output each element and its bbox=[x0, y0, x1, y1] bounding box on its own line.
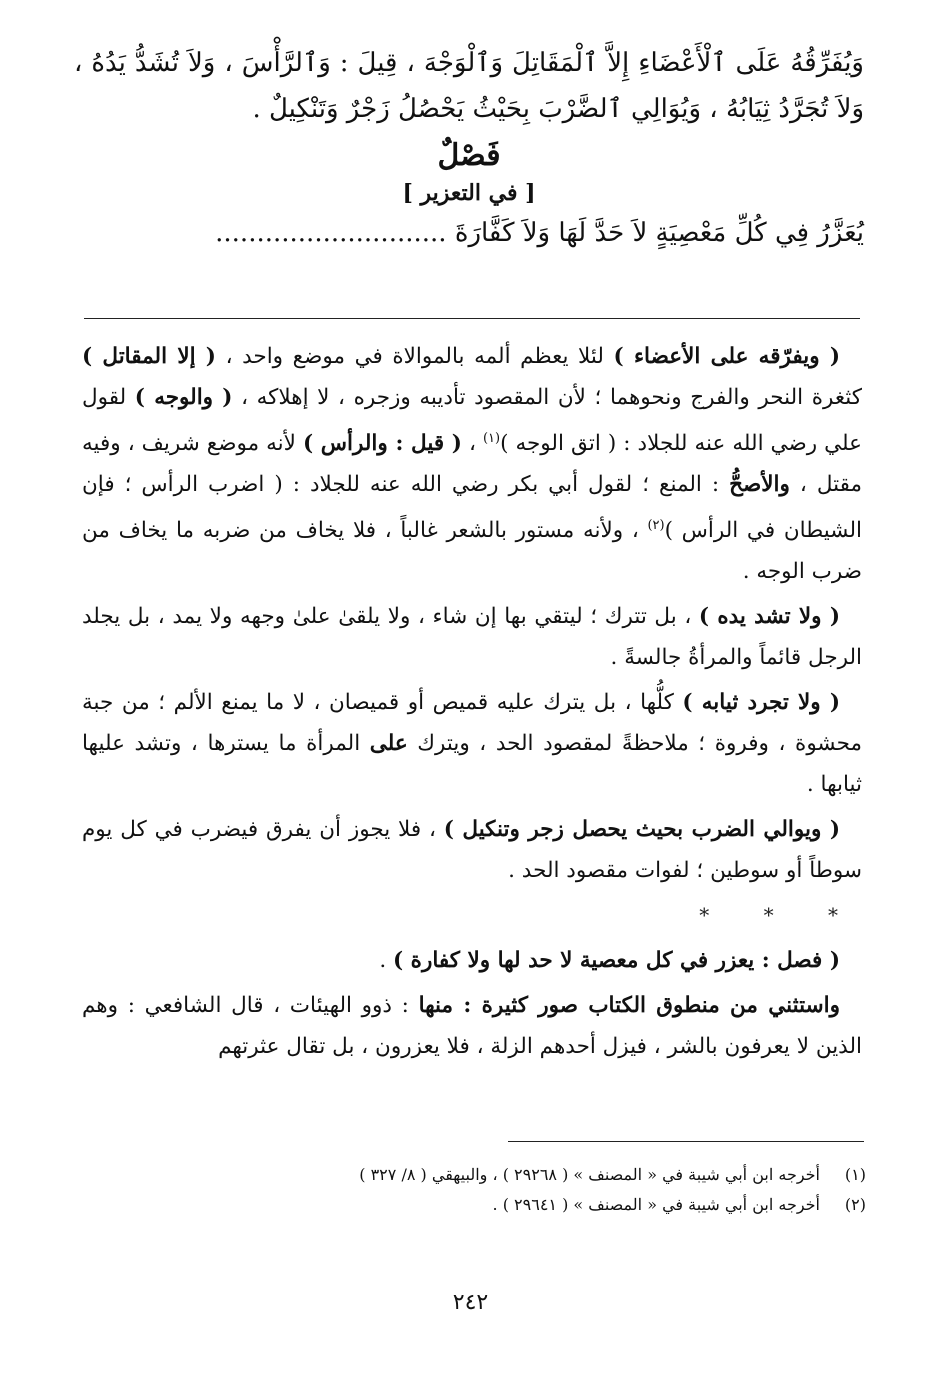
page-number: ٢٤٢ bbox=[452, 1290, 489, 1315]
sharh-commentary bbox=[82, 336, 862, 1071]
bold-quote: ( والوجه ) bbox=[134, 385, 233, 410]
section-title: [ في التعزير ] bbox=[402, 180, 536, 206]
matn-line-3: يُعَزَّرُ فِي كُلِّ مَعْصِيَةٍ لاَ حَدَّ لَهَا وَلاَ كَفَّارَةَ bbox=[454, 218, 864, 248]
sharh-paragraph-6 bbox=[82, 985, 862, 1067]
sharh-text: لأنه موضع شريف ، وفيه مقتل ، bbox=[82, 431, 862, 498]
matn-dots: ............................ bbox=[215, 218, 447, 248]
footnote-separator-rule bbox=[508, 1141, 864, 1142]
bold-word: على bbox=[369, 731, 408, 757]
matn-line-2: ثِيَابُهُ ، وَيُوَالِي ٱلضَّرْبَ بِحَيْثُ يَحْصُلُ زَجْرٌ وَتَنْكِيلٌ . bbox=[252, 94, 771, 124]
sharh-text: ، فلا يجوز أن يفرق فيضرب في كل يوم سوطاً أو سوطين ؛ لفوات مقصود الحد . bbox=[82, 817, 862, 884]
sharh-text: . bbox=[379, 948, 394, 974]
sharh-text: ، ولأنه مستور بالشعر غالباً ، فلا يخاف من ضربه ما يخاف من ضرب الوجه . bbox=[82, 518, 862, 585]
matn-line-3-container bbox=[74, 210, 864, 256]
bold-quote: ( إلا المقاتل ) bbox=[82, 344, 216, 369]
bold-quote: ( ويوالي الضرب بحيث يحصل زجر وتنكيل ) bbox=[443, 817, 840, 843]
sharh-text: ، bbox=[461, 431, 483, 457]
bold-quote: ( ويفرّقه على الأعضاء ) bbox=[613, 344, 841, 369]
sharh-text: كثغرة النحر والفرج ونحوهما ؛ لأن المقصود تأديبه وزجره ، لا إهلاكه ، bbox=[232, 385, 862, 410]
footnote-2 bbox=[82, 1190, 866, 1220]
matn-line-1: وَيُفَرِّقُهُ عَلَى ٱلْأَعْضَاءِ إِلاَّ ٱلْمَقَاتِلَ وَٱلْوَجْهَ ، قِيلَ : وَٱلرَّأْسَ ، وَلاَ تُشَدُّ يَدُهُ ، وَلاَ تُجَرَّدُ bbox=[74, 48, 864, 124]
sharh-text: المرأة ما يسترها ، وتشد عليها ثيابها . bbox=[82, 731, 862, 798]
footnote-marker-2[interactable]: (٢) bbox=[647, 518, 665, 534]
sharh-text: لئلا يعظم ألمه بالموالاة في موضع واحد ، bbox=[215, 344, 614, 369]
bold-quote: ( فصل : يعزر في كل معصية لا حد لها ولا كفارة ) bbox=[393, 948, 840, 974]
footnote-marker-1[interactable]: (١) bbox=[482, 431, 501, 446]
bold-quote: ( قيل : والرأس ) bbox=[302, 431, 462, 457]
sharh-paragraph-4 bbox=[82, 809, 862, 891]
footnote-number: (٢) bbox=[844, 1195, 866, 1214]
sharh-paragraph-3 bbox=[82, 682, 862, 805]
fasl-heading: فَصْلٌ bbox=[437, 138, 501, 173]
footnotes bbox=[82, 1160, 866, 1220]
bold-quote: ( ولا تشد يده ) bbox=[698, 604, 840, 630]
footnote-number: (١) bbox=[844, 1165, 866, 1184]
sharh-text: لقول علي رضي الله عنه للجلاد : ( اتق الوجه ) bbox=[82, 385, 863, 457]
sharh-text: : ذوو الهيئات ، قال الشافعي : وهم الذين لا يعرفون بالشر ، فيزل أحدهم الزلة ، فلا يعزرون ، بل تقال عثرتهم bbox=[82, 993, 862, 1060]
footnote-text: أخرجه ابن أبي شيبة في « المصنف » ( ٢٩٢٦٨ ) ، والبيهقي ( ٨/ ٣٢٧ ) bbox=[359, 1165, 820, 1184]
sharh-text: : المنع ؛ لقول أبي بكر رضي الله عنه للجلاد : ( اضرب الرأس ؛ فإن الشيطان في الرأس ) bbox=[82, 472, 862, 544]
bold-quote: ( ولا تجرد ثيابه ) bbox=[682, 690, 840, 716]
footnote-text: أخرجه ابن أبي شيبة في « المصنف » ( ٢٩٦٤١ ) . bbox=[492, 1195, 820, 1214]
sharh-paragraph-5 bbox=[82, 940, 862, 981]
bold-quote: والأصحُّ bbox=[729, 472, 790, 498]
sharh-paragraph-1 bbox=[82, 336, 862, 592]
sharh-text: كلُّها ، بل يترك عليه قميص أو قميصان ، لا ما يمنع الألم ؛ من جبة محشوة ، وفروة ؛ ملاحظةً لمقصود الحد ، ويترك bbox=[82, 690, 862, 757]
bold-quote: واستثني من منطوق الكتاب صور كثيرة : منها bbox=[418, 993, 840, 1019]
section-divider-stars: * * * bbox=[699, 903, 862, 928]
matn-block bbox=[74, 40, 864, 256]
footnote-1 bbox=[82, 1160, 866, 1190]
matn-separator-rule bbox=[84, 318, 860, 319]
sharh-text: ، بل تترك ؛ ليتقي بها إن شاء ، ولا يلقىٰ علىٰ وجهه ولا يمد ، بل يجلد الرجل قائماً والمرأةُ جالسةً . bbox=[82, 604, 862, 671]
sharh-paragraph-2 bbox=[82, 596, 862, 678]
matn-text bbox=[74, 40, 864, 132]
